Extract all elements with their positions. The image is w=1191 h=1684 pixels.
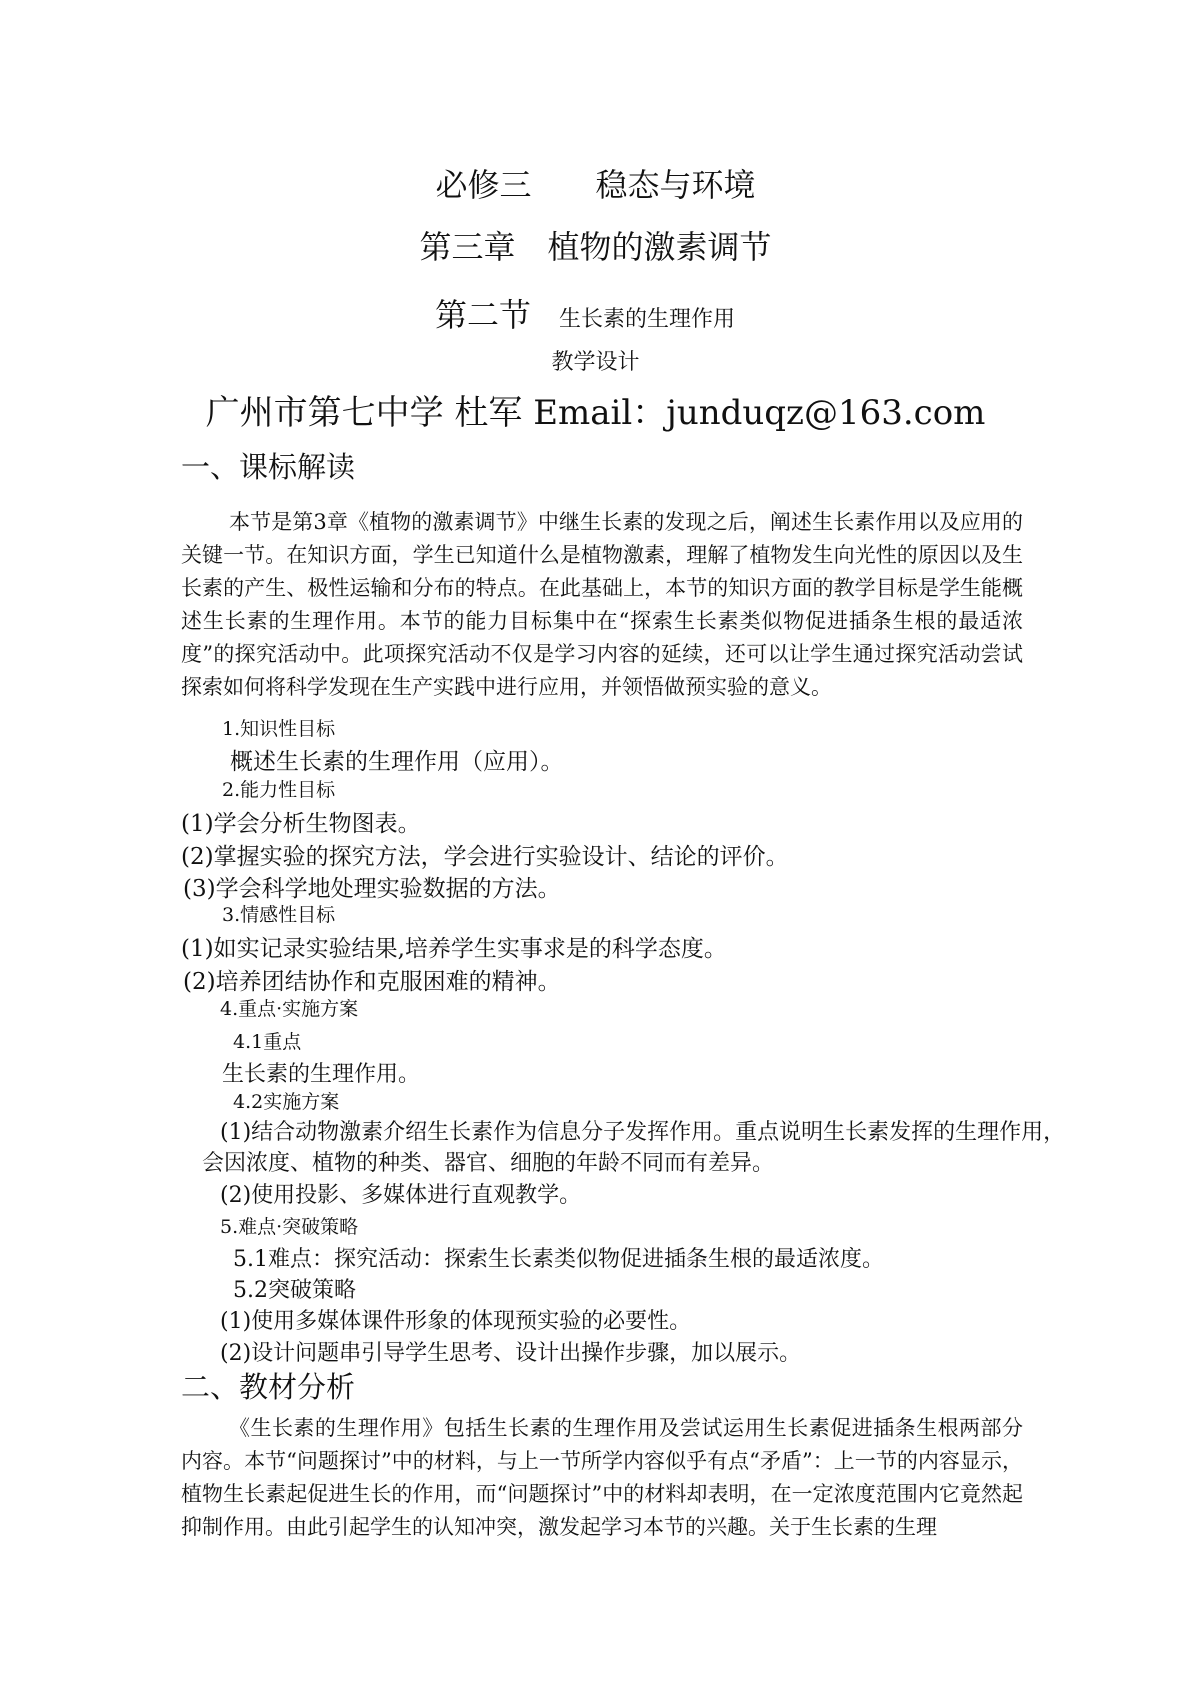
list-item: (2)培养团结协作和克服困难的精神。 (183, 969, 561, 995)
section-number: 第二节 (435, 296, 532, 334)
document-type: 教学设计 (551, 350, 640, 375)
list-item: 概述生长素的生理作用（应用）。 (230, 749, 564, 775)
section2-paragraph: 《生长素的生理作用》包括生长素的生理作用及尝试运用生长素促进插条生根两部分内容。本节“问题探讨”中的材料，与上一节所学内容似乎有点“矛盾”：上一节的内容显示，植物生长素起促进生长的作用，而“问题探讨”中的材料却表明，在一定浓度范围内它竟然起抑制作用。由此引起学生的认知冲突，激发起学习本节的兴趣。关于生长素的生理 (181, 1416, 1023, 1539)
section-heading-1: 一、课标解读 (181, 450, 356, 484)
list-item: 5.2突破策略 (233, 1278, 356, 1303)
section-heading-2: 二、教材分析 (181, 1370, 356, 1404)
chapter-title: 第三章 植物的激素调节 (419, 228, 772, 266)
list-item: 会因浓度、植物的种类、器官、细胞的年龄不同而有差异。 (202, 1151, 775, 1176)
list-item: 4.2实施方案 (233, 1091, 340, 1113)
list-item: 5.1难点：探究活动：探索生长素类似物促进插条生根的最适浓度。 (233, 1247, 884, 1272)
list-item: (1)结合动物激素介绍生长素作为信息分子发挥作用。重点说明生长素发挥的生理作用， (220, 1120, 1066, 1145)
list-item: 4.1重点 (233, 1031, 302, 1053)
list-item: 生长素的生理作用。 (222, 1062, 421, 1087)
author-line: 广州市第七中学 杜军 Email：junduqz@163.com (205, 393, 986, 433)
list-item: (1)如实记录实验结果,培养学生实事求是的科学态度。 (181, 936, 727, 962)
list-item: 1.知识性目标 (222, 718, 336, 740)
list-item: 5.难点·突破策略 (220, 1216, 359, 1238)
section1-paragraph: 本节是第3章《植物的激素调节》中继生长素的发现之后，阐述生长素作用以及应用的关键一节。在知识方面，学生已知道什么是植物激素，理解了植物发生向光性的原因以及生长素的产生、极性运输和分布的特点。在此基础上，本节的知识方面的教学目标是学生能概述生长素的生理作用。本节的能力目标集中在“探索生长素类似物促进插条生根的最适浓度”的探究活动中。此项探究活动不仅是学习内容的延续，还可以让学生通过探究活动尝试探索如何将科学发现在生产实践中进行应用，并领悟做预实验的意义。 (181, 510, 1023, 699)
list-item: (1)使用多媒体课件形象的体现预实验的必要性。 (220, 1309, 692, 1334)
list-item: (2)掌握实验的探究方法，学会进行实验设计、结论的评价。 (181, 844, 789, 870)
list-item: (1)学会分析生物图表。 (181, 811, 421, 837)
list-item: (2)使用投影、多媒体进行直观教学。 (220, 1183, 582, 1208)
list-item: 4.重点·实施方案 (220, 998, 359, 1020)
section-name: 生长素的生理作用 (559, 307, 736, 332)
list-item: (3)学会科学地处理实验数据的方法。 (183, 876, 561, 902)
list-item: 2.能力性目标 (222, 779, 336, 801)
list-item: (2)设计问题串引导学生思考、设计出操作步骤，加以展示。 (220, 1341, 802, 1366)
section-title (435, 290, 735, 336)
list-item: 3.情感性目标 (222, 904, 336, 926)
volume-title: 必修三 稳态与环境 (435, 166, 756, 204)
